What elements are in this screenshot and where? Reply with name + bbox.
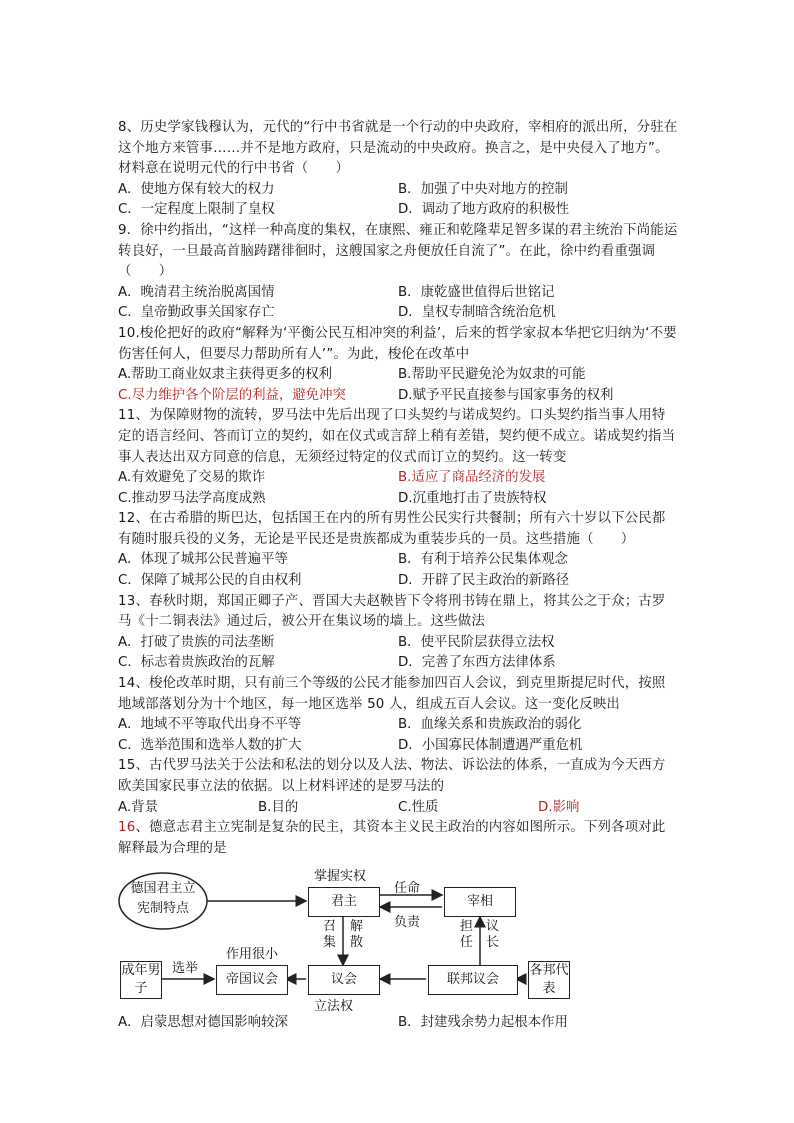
option-12-c[interactable]: C．保障了城邦公民的自由权利: [118, 573, 302, 589]
option-12-a[interactable]: A．体现了城邦公民普遍平等: [118, 552, 288, 568]
option-10-a[interactable]: A.帮助工商业奴隶主获得更多的权利: [118, 367, 333, 383]
label-appoint: 任命: [394, 881, 421, 897]
option-14-d[interactable]: D．小国寡民体制遭遇严重危机: [398, 737, 583, 753]
option-14-b[interactable]: B．血缘关系和贵族政治的弱化: [398, 717, 582, 733]
option-10-b[interactable]: B.帮助平民避免沦为奴隶的可能: [398, 367, 586, 383]
option-8-d[interactable]: D．调动了地方政府的积极性: [398, 202, 569, 218]
label-legislative: 立法权: [314, 999, 354, 1015]
question-10-stem: 10.梭伦把好的政府“解释为‘平衡公民互相冲突的利益’，后来的哲学家叔本华把它归纳为‘不要伤害任何人，但要尽力帮助所有人’”。为此，梭伦在改革中: [118, 325, 677, 362]
label-serve: 担任: [460, 919, 474, 951]
question-11-stem: 11、为保障财物的流转，罗马法中先后出现了口头契约与诺成契约。口头契约指当事人用特定的语言经问、答而订立的契约，如在仪式或言辞上稍有差错，契约便不成立。诺成契约指当事人表达出双方同意的信息，无须经过特定的仪式而订立的契约。这一转变: [118, 408, 676, 465]
label-dissolve: 解散: [350, 919, 364, 951]
constitution-diagram: [118, 863, 588, 1013]
question-8-stem: 8、历史学家钱穆认为，元代的“行中书省就是一个行动的中央政府，宰相府的派出所，分驻在这个地方来管事……并不是地方政府，只是流动的中央政府。换言之，是中央侵入了地方”。材料意在说明元代的行中书省（ ）: [118, 120, 678, 177]
option-12-d[interactable]: D．开辟了民主政治的新路径: [398, 573, 569, 589]
question-10-options: [118, 365, 678, 386]
question-14-options: [118, 715, 678, 736]
option-11-b[interactable]: B.适应了商品经济的发展: [398, 470, 546, 486]
state-reps-box: 各邦代表: [528, 961, 570, 999]
label-elect: 选举: [172, 961, 199, 977]
question-8-options-row2: [118, 200, 678, 221]
adult-males-box: 成年男子: [120, 961, 162, 999]
question-16-number: 16: [118, 820, 136, 836]
option-9-d[interactable]: D．皇权专制暗含统治危机: [398, 305, 556, 321]
reichstag-box: 帝国议会: [216, 965, 288, 995]
monarch-box: 君主: [308, 887, 380, 917]
option-11-d[interactable]: D.沉重地打击了贵族特权: [398, 490, 547, 506]
option-10-c[interactable]: C.尽力维护各个阶层的利益，避免冲突: [118, 387, 346, 403]
option-15-a[interactable]: A.背景: [118, 799, 158, 815]
label-real-power: 掌握实权: [314, 869, 367, 885]
question-8-options: [118, 180, 678, 201]
question-14-options-row2: [118, 736, 678, 757]
question-12-options-row2: [118, 571, 678, 592]
label-responsible: 负责: [394, 915, 421, 931]
label-chair: 议长: [486, 919, 500, 951]
question-16-stem: [118, 818, 678, 859]
question-16-text: 、德意志君主立宪制是复杂的民主，其资本主义民主政治的内容如图所示。下列各项对此解释最为合理的是: [118, 820, 666, 856]
option-9-b[interactable]: B．康乾盛世值得后世铭记: [398, 284, 555, 300]
option-10-d[interactable]: D.赋予平民直接参与国家事务的权利: [398, 387, 614, 403]
option-16-b[interactable]: B．封建残余势力起根本作用: [398, 1015, 568, 1031]
center-label: 德国君主立宪制特点: [130, 881, 196, 917]
option-13-d[interactable]: D．完善了东西方法律体系: [398, 655, 556, 671]
question-14-stem: 14、梭伦改革时期，只有前三个等级的公民才能参加四百人会议，到克里斯提尼时代，按照地域部落划分为十个地区，每一地区选举 50 人，组成五百人会议。这一变化反映出: [118, 676, 666, 712]
exam-page: [118, 118, 678, 1034]
question-9-stem: 9．徐中约指出，“这样一种高度的集权，在康熙、雍正和乾隆辈足智多谋的君主统治下尚能运转良好，一旦最高首脑踌躇徘徊时，这艘国家之舟便放任自流了”。在此，徐中约看重强调（ ）: [118, 222, 678, 280]
option-13-a[interactable]: A．打破了贵族的司法垄断: [118, 634, 275, 650]
option-8-a[interactable]: A．使地方保有较大的权力: [118, 181, 275, 197]
question-10-options-row2: [118, 386, 678, 407]
option-15-d[interactable]: D.影响: [538, 799, 580, 815]
chancellor-box: 宰相: [444, 887, 516, 917]
question-12-stem: 12、在古希腊的斯巴达，包括国王在内的所有男性公民实行共餐制；所有六十岁以下公民都有随时服兵役的义务，无论是平民还是贵族都成为重装步兵的一员。这些措施（ ）: [118, 511, 666, 547]
option-16-a[interactable]: A．启蒙思想对德国影响较深: [118, 1015, 288, 1031]
option-11-c[interactable]: C.推动罗马法学高度成熟: [118, 490, 266, 506]
option-8-c[interactable]: C．一定程度上限制了皇权: [118, 202, 275, 218]
question-13-options: [118, 633, 678, 654]
question-13-options-row2: [118, 653, 678, 674]
question-9-options: [118, 283, 678, 304]
option-8-b[interactable]: B．加强了中央对地方的控制: [398, 181, 568, 197]
parliament-box: 议会: [308, 965, 380, 995]
option-9-a[interactable]: A．晚清君主统治脱离国情: [118, 284, 275, 300]
question-16-options: [118, 1013, 678, 1034]
question-15-stem: 15、古代罗马法关于公法和私法的划分以及人法、物法、诉讼法的体系，一直成为今天西方欧美国家民事立法的依据。以上材料评述的是罗马法的: [118, 758, 666, 794]
option-15-b[interactable]: B.目的: [258, 799, 299, 815]
question-13-stem: 13、春秋时期，郑国正卿子产、晋国大夫赵鞅皆下令将刑书铸在鼎上，将其公之于众；古罗马《十二铜表法》通过后，被公开在集议场的墙上。这些做法: [118, 593, 666, 630]
option-15-c[interactable]: C.性质: [398, 799, 439, 815]
option-14-a[interactable]: A．地域不平等取代出身不平等: [118, 717, 302, 733]
option-14-c[interactable]: C．选举范围和选举人数的扩大: [118, 737, 302, 753]
question-15-options: [118, 798, 678, 819]
option-13-b[interactable]: B．使平民阶层获得立法权: [398, 634, 555, 650]
option-12-b[interactable]: B．有利于培养公民集体观念: [398, 552, 568, 568]
question-9-options-row2: [118, 303, 678, 324]
bundesrat-box: 联邦议会: [428, 965, 518, 995]
option-9-c[interactable]: C．皇帝勤政事关国家存亡: [118, 305, 275, 321]
question-11-options-row2: [118, 489, 678, 510]
question-11-options: [118, 468, 678, 489]
option-13-c[interactable]: C．标志着贵族政治的瓦解: [118, 655, 275, 671]
question-12-options: [118, 550, 678, 571]
label-convene: 召集: [323, 919, 337, 951]
option-11-a[interactable]: A.有效避免了交易的欺诈: [118, 470, 266, 486]
label-little-role: 作用很小: [226, 947, 279, 963]
